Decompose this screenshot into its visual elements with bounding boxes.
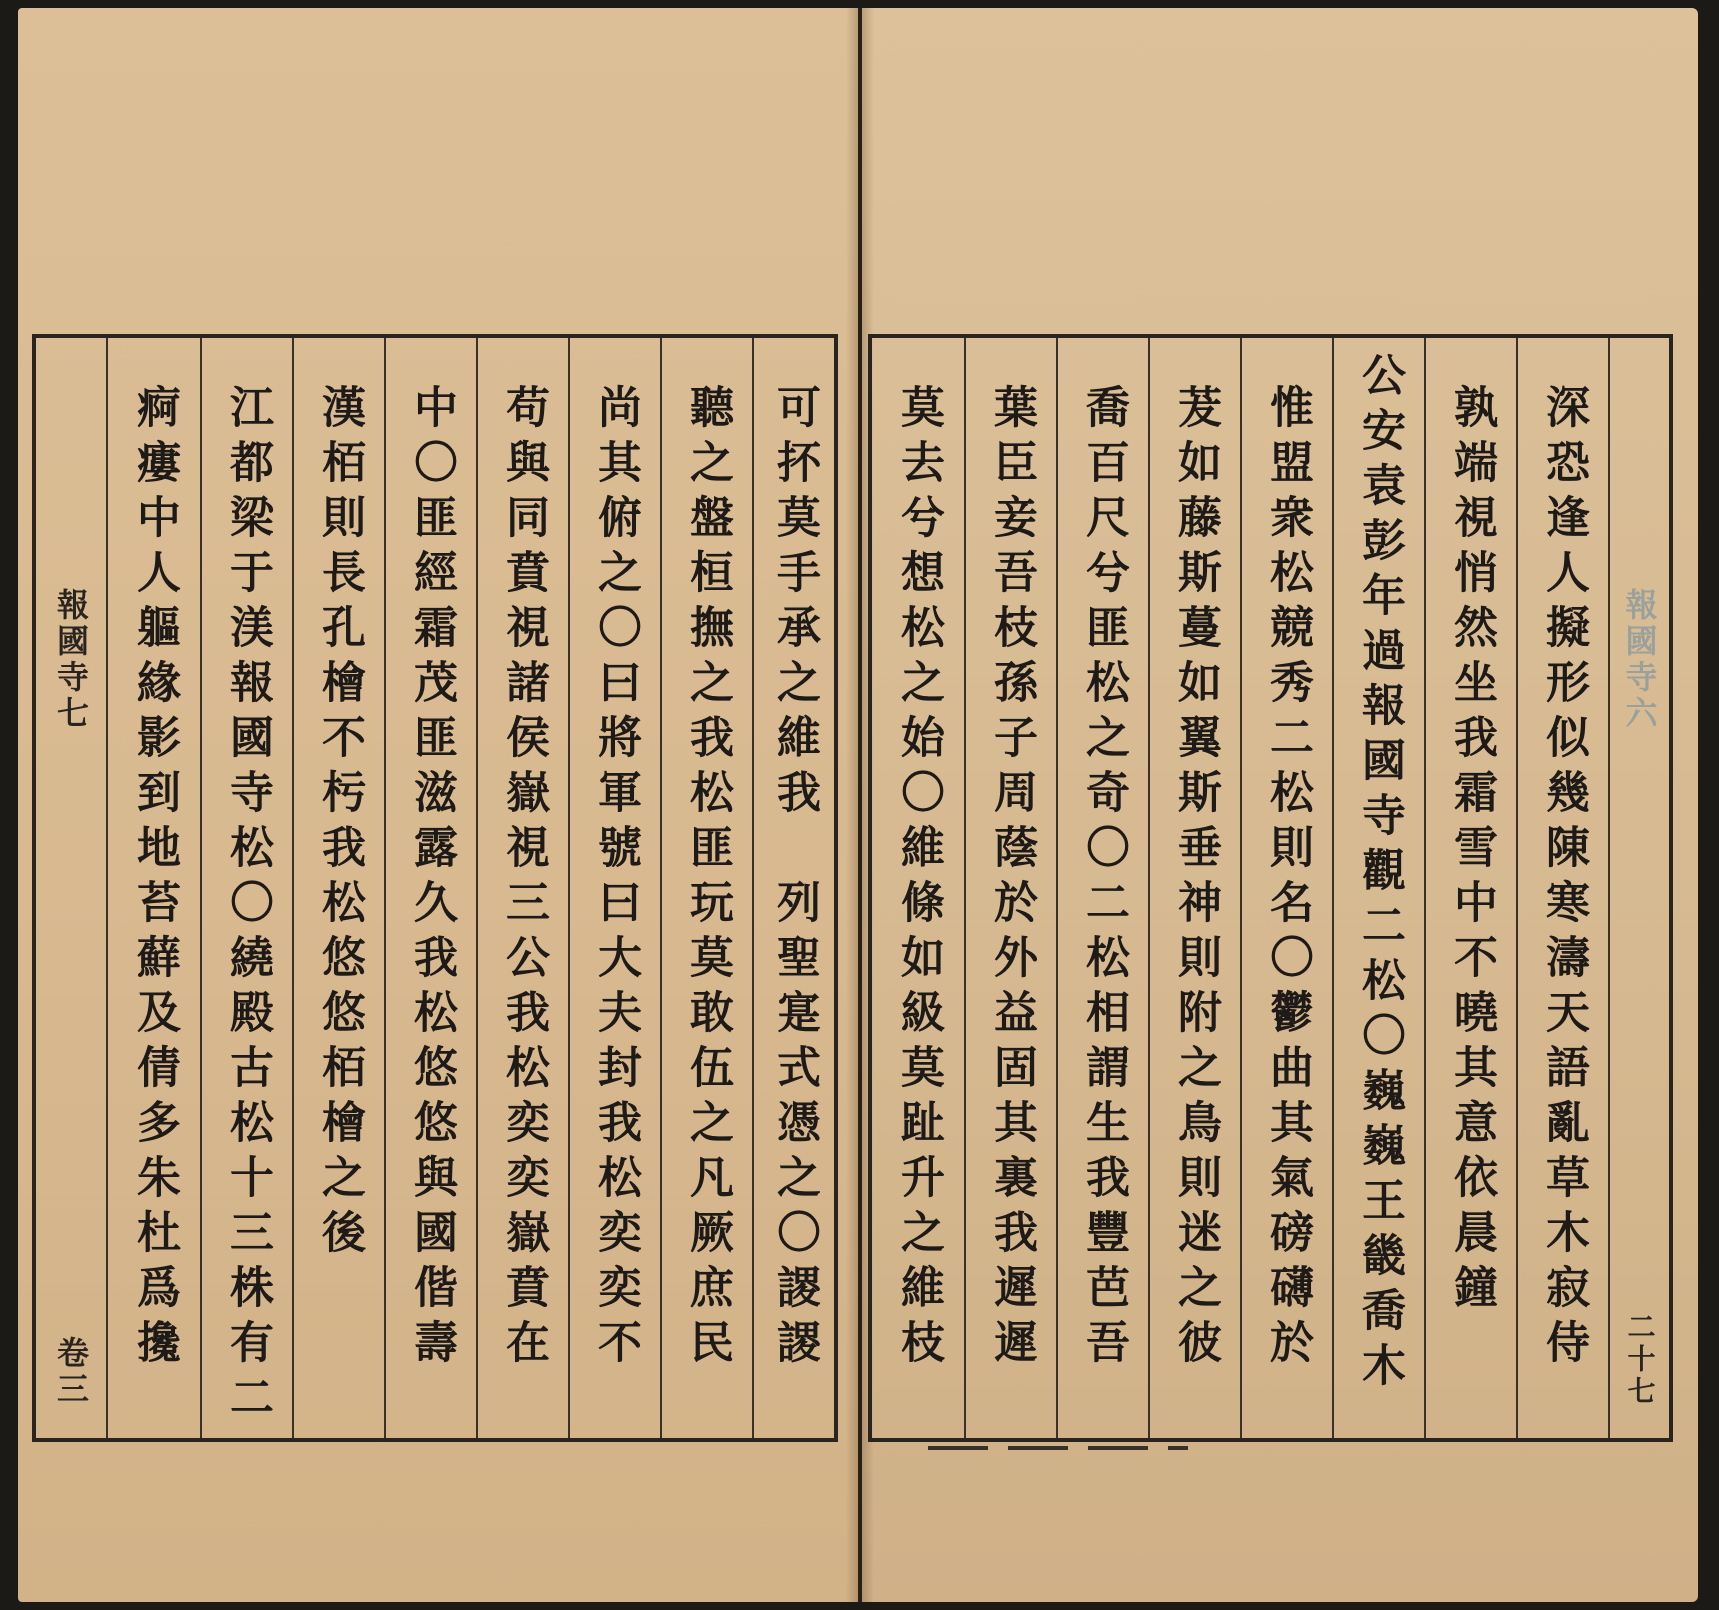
column-text: 江都梁于渼報國寺松〇繞殿古松十三株有二 [222, 384, 273, 1429]
column-text: 惟盟衆松競秀二松則名〇鬱曲其氣磅礴於 [1262, 384, 1313, 1374]
left-margin-volume: 卷三 [52, 1336, 90, 1408]
column-text: 葉臣妾吾枝孫子周蔭於外益固其裏我遲遲 [986, 384, 1037, 1374]
right-column-4 [1242, 338, 1332, 1438]
column-text: 莫去兮想松之始〇維條如級莫趾升之維枝 [893, 384, 944, 1374]
left-column-6 [294, 338, 384, 1438]
column-text: 聽之盤桓撫之我松匪玩莫敢伍之凡厥庶民 [682, 384, 733, 1374]
column-text: 喬百尺兮匪松之奇〇二松相謂生我豐芭吾 [1078, 384, 1129, 1374]
left-margin-title: 報國寺七 [52, 588, 90, 732]
right-margin-folio: 二十七 [1623, 1312, 1657, 1408]
left-text-frame [32, 334, 838, 1442]
column-text: 苟與同賁視諸侯嶽視三公我松奕奕嶽賁在 [498, 384, 549, 1374]
column-text: 痾瘻中人軀緣影到地苔蘚及倩多朱杜爲攙 [129, 384, 180, 1374]
column-text: 深恐逢人擬形似幾陳寒濤天語亂草木寂侍 [1538, 384, 1589, 1374]
right-column-6 [1058, 338, 1148, 1438]
right-margin-strip [1610, 338, 1669, 1438]
fold-mark [928, 1446, 1188, 1450]
right-margin-faint-title: 報國寺六 [1620, 588, 1659, 732]
column-text: 可抔莫手承之維我 列聖寔式憑之〇謖謖 [769, 384, 820, 1374]
right-column-5 [1150, 338, 1240, 1438]
column-text: 尚其俯之〇曰將軍號曰大夫封我松奕奕不 [590, 384, 641, 1374]
column-text: 茇如藤斯蔓如翼斯垂神則附之鳥則迷之彼 [1170, 384, 1221, 1374]
left-column-4 [478, 338, 568, 1438]
left-column-1 [754, 338, 834, 1438]
left-column-7 [202, 338, 292, 1438]
right-column-1 [1518, 338, 1608, 1438]
right-column-2 [1426, 338, 1516, 1438]
left-column-5 [386, 338, 476, 1438]
column-text: 孰端視悄然坐我霜雪中不曉其意依晨鐘 [1446, 384, 1497, 1319]
left-column-8 [108, 338, 200, 1438]
right-column-7 [966, 338, 1056, 1438]
right-column-8 [872, 338, 964, 1438]
left-column-2 [662, 338, 752, 1438]
right-text-frame [868, 334, 1673, 1442]
column-text: 漢栢則長孔檜不杇我松悠悠栢檜之後 [314, 384, 365, 1264]
left-column-3 [570, 338, 660, 1438]
column-text: 公安袁彭年過報國寺觀二松〇巍巍王畿喬木 [1354, 352, 1405, 1397]
left-margin-strip [36, 338, 106, 1438]
right-column-3 [1334, 338, 1424, 1438]
column-text: 中〇匪經霜茂匪滋露久我松悠悠與國偕壽 [406, 384, 457, 1374]
